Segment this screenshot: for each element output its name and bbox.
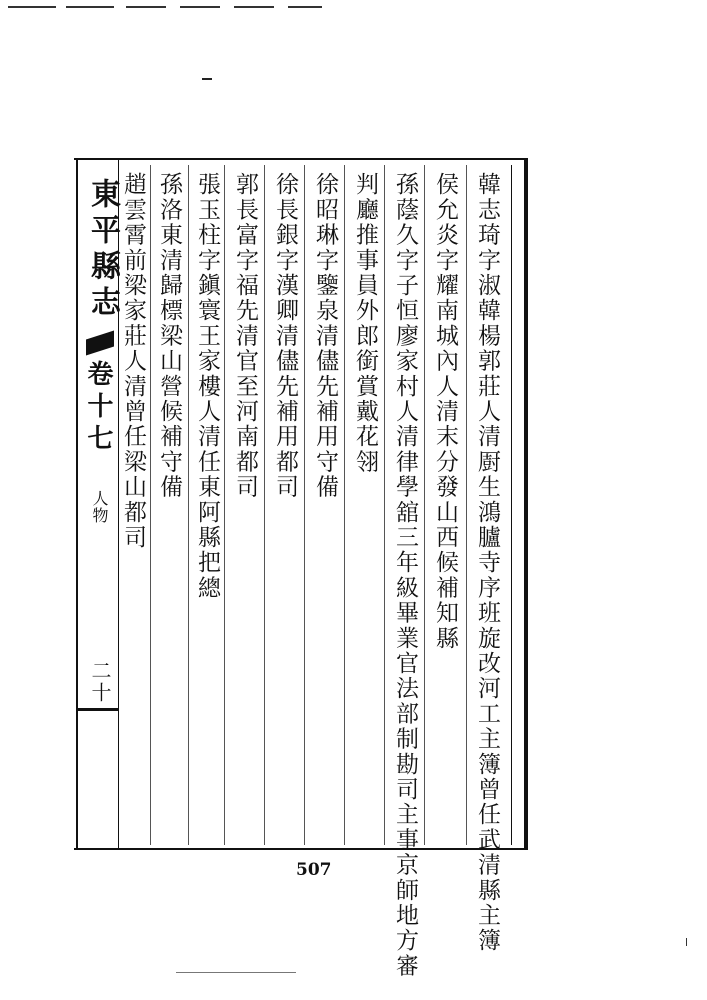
spine-volume: 卷十七 — [83, 360, 113, 456]
text-column: 孫洛東清歸標梁山營候補守備 — [156, 172, 182, 500]
spine-bar — [78, 708, 118, 711]
spine-title: 東平縣志 — [85, 178, 120, 322]
column-divider — [304, 165, 305, 845]
text-column: 徐昭琳字鑒泉清儘先補用守備 — [312, 172, 338, 500]
frame-inner-line — [511, 165, 512, 845]
text-column: 趙雲霄前梁家莊人清曾任梁山都司 — [120, 172, 146, 550]
text-column: 韓志琦字淑韓楊郭莊人清㕑生鴻臚寺序班旋改河工主簿曾任武清縣主簿 — [474, 172, 500, 954]
column-divider — [264, 165, 265, 845]
spine-border — [76, 160, 78, 848]
column-divider — [188, 165, 189, 845]
scan-rule — [176, 972, 296, 973]
column-divider — [224, 165, 225, 845]
column-divider — [384, 165, 385, 845]
column-divider — [150, 165, 151, 845]
page-number: 507 — [296, 860, 332, 880]
scan-rule — [8, 6, 56, 8]
scan-rule — [126, 6, 166, 8]
scan-tick — [686, 938, 687, 946]
scan-rule — [288, 6, 322, 8]
column-divider — [466, 165, 467, 845]
text-column: 郭長富字福先清官至河南都司 — [232, 172, 258, 500]
text-column: 徐長銀字漢卿清儘先補用都司 — [272, 172, 298, 500]
column-divider — [424, 165, 425, 845]
text-column: 侯允炎字耀南城內人清末分發山西候補知縣 — [432, 172, 458, 651]
text-column: 張玉柱字鎭寰王家樓人清任東阿縣把總 — [194, 172, 220, 601]
scan-rule — [66, 6, 114, 8]
scan-rule — [180, 6, 220, 8]
spine-section: 人物 — [90, 490, 109, 524]
spine-page-number: 二十 — [88, 660, 112, 704]
scan-speck — [202, 78, 212, 80]
column-divider — [344, 165, 345, 845]
text-column: 孫蔭久字子恒廖家村人清律學舘三年級畢業官法部制勘司主事京師地方審 — [392, 172, 418, 979]
scan-rule — [234, 6, 274, 8]
text-column: 判廳推事員外郎銜賞戴花翎 — [352, 172, 378, 475]
